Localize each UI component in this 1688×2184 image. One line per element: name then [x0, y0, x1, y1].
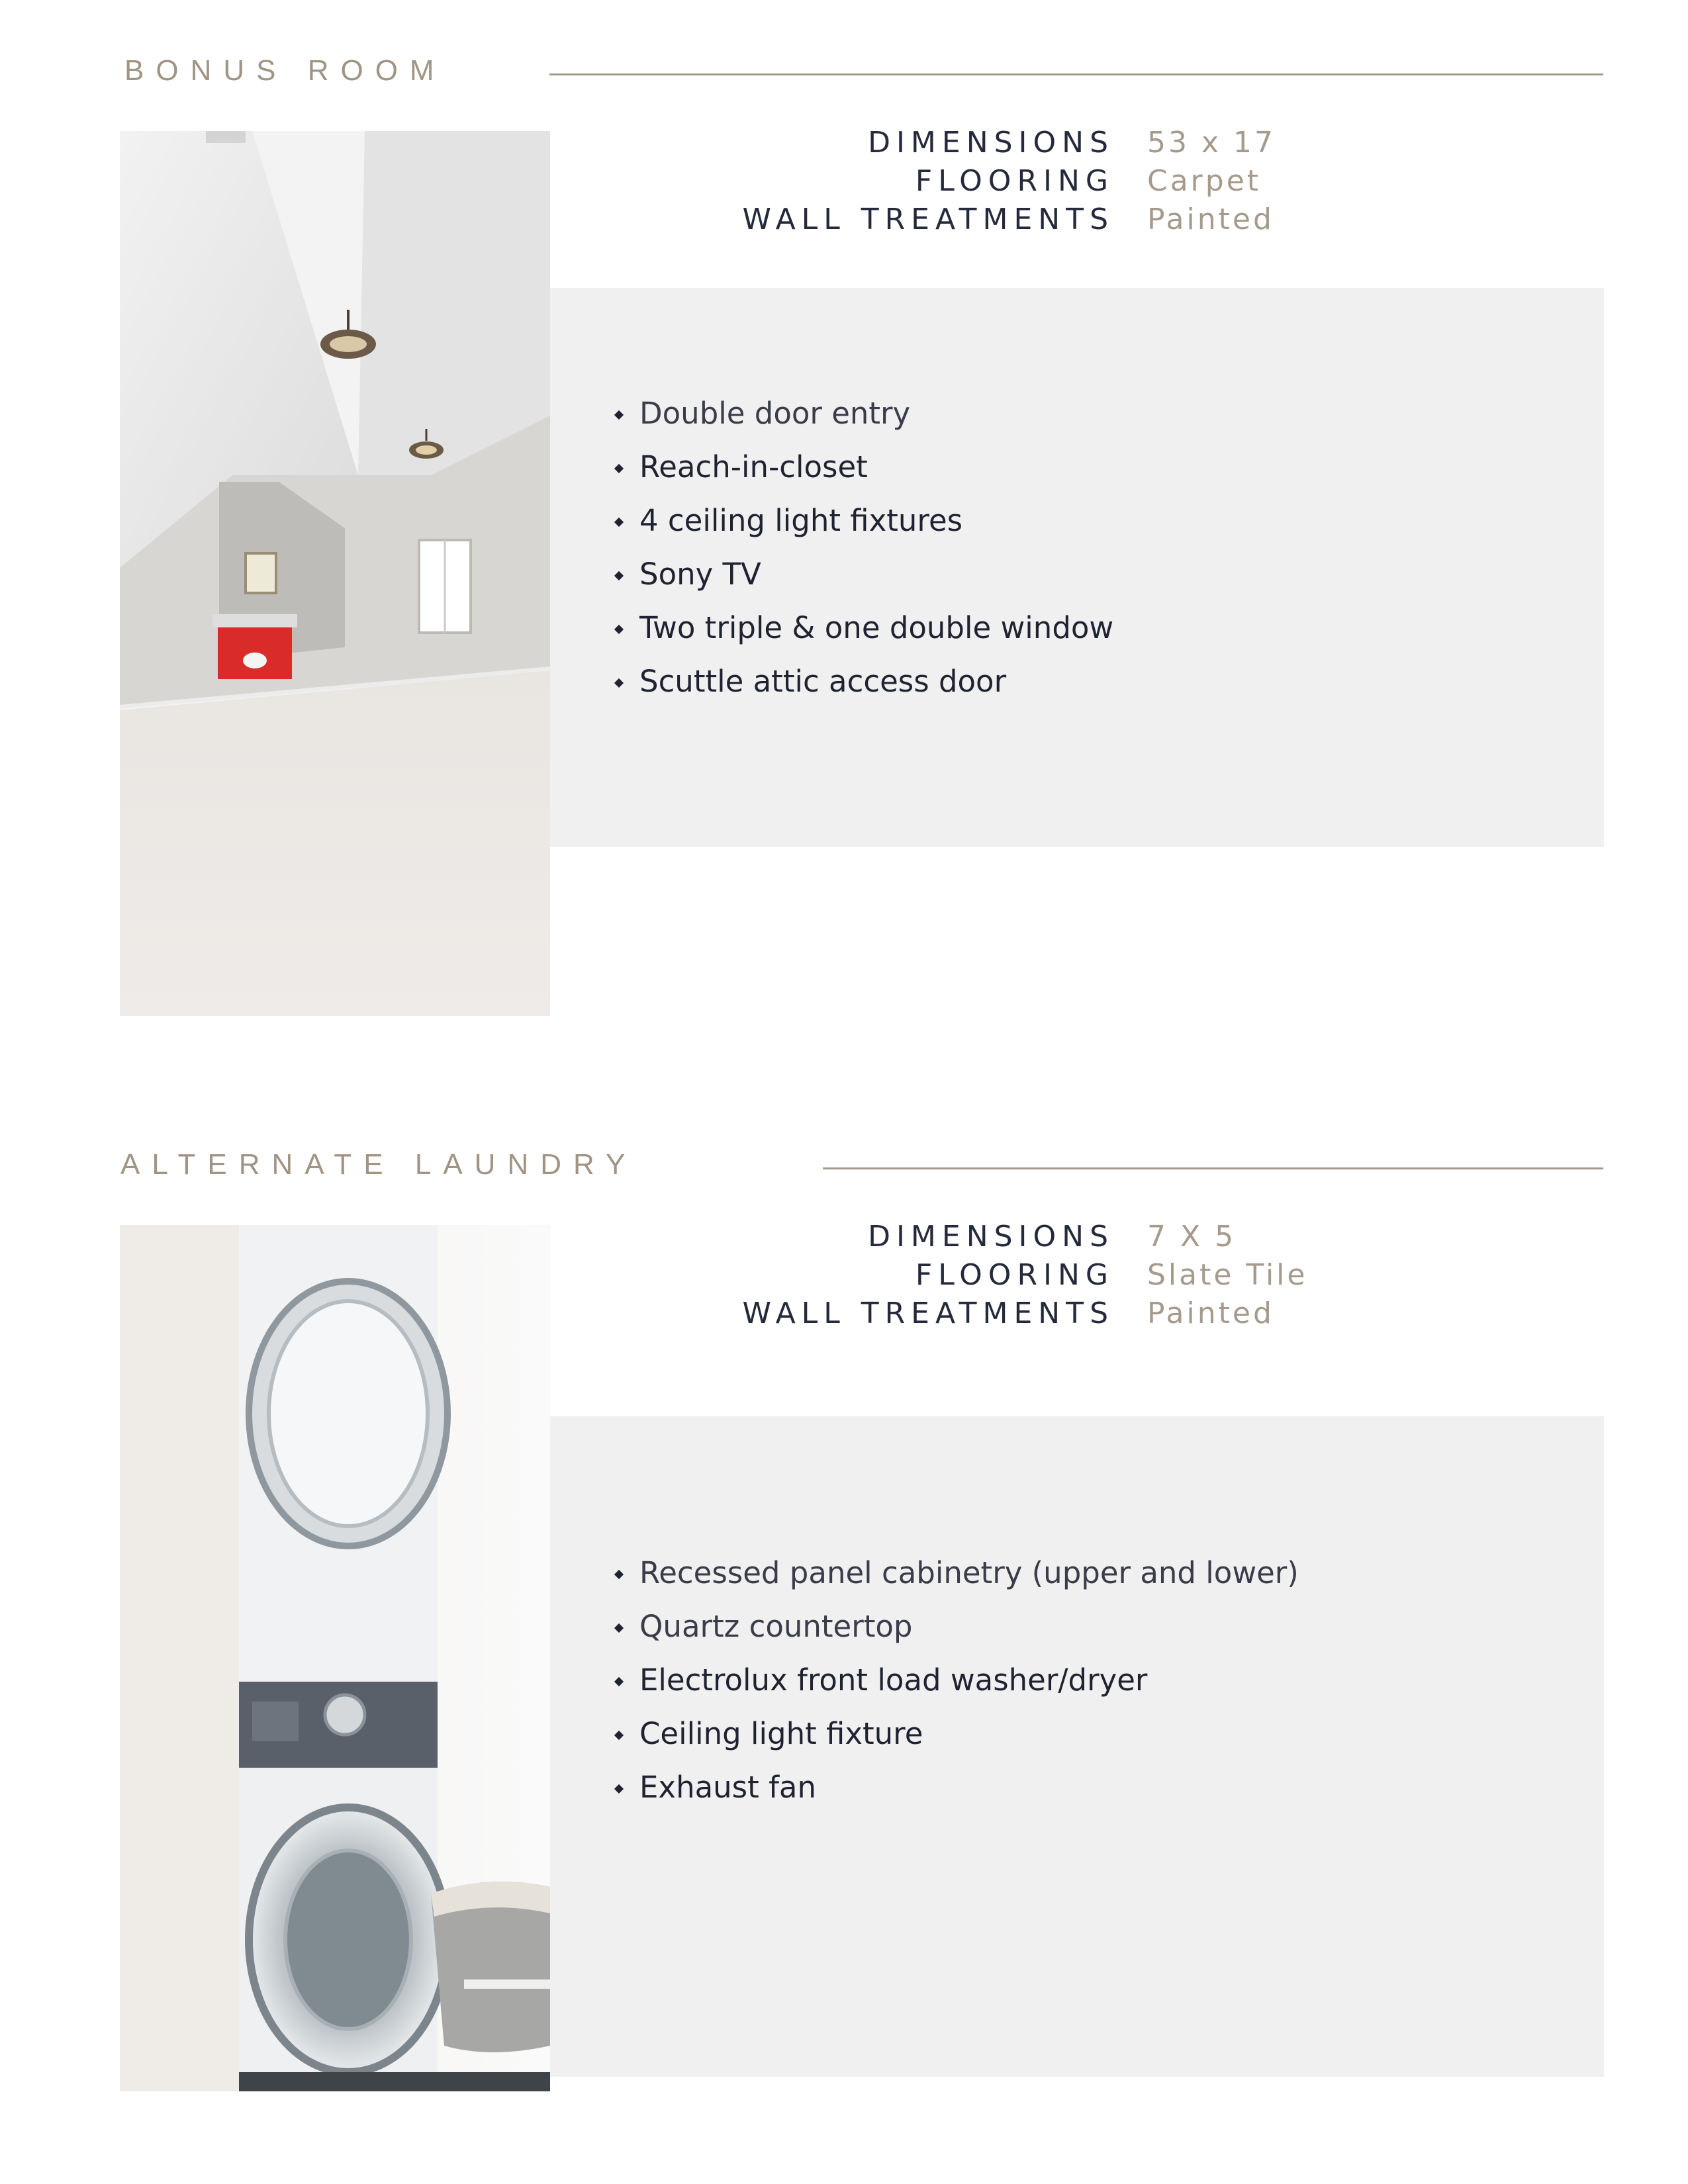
list-item [616, 1662, 1299, 1716]
list-item [616, 396, 1113, 449]
spec-label: DIMENSIONS [868, 126, 1114, 159]
spec-row-wall-treatments [662, 203, 1688, 242]
feature-text: 4 ceiling light fixtures [639, 503, 963, 538]
spec-value: 53 x 17 [1147, 126, 1276, 159]
spec-label: FLOORING [915, 1258, 1114, 1292]
list-item [616, 664, 1113, 717]
bullet-icon [614, 1784, 624, 1794]
list-item [616, 1716, 1299, 1770]
spec-row-flooring [662, 164, 1688, 204]
alternate-laundry-photo [120, 1225, 550, 2091]
spec-row-wall-treatments [662, 1297, 1688, 1336]
spec-value: Carpet [1147, 164, 1262, 198]
list-item [616, 557, 1113, 610]
section-divider [823, 1167, 1603, 1169]
list-item [616, 449, 1113, 503]
bonus-room-photo [120, 131, 550, 1016]
list-item [616, 1770, 1299, 1823]
feature-text: Scuttle attic access door [639, 664, 1007, 699]
bullet-icon [614, 625, 624, 634]
list-item [616, 1609, 1299, 1662]
list-item [616, 610, 1113, 664]
spec-row-dimensions [662, 126, 1688, 165]
list-item [616, 503, 1113, 557]
bullet-icon [614, 518, 624, 527]
feature-text: Recessed panel cabinetry (upper and lower) [639, 1555, 1299, 1590]
spec-value: Painted [1147, 1297, 1274, 1330]
feature-text: Quartz countertop [639, 1609, 913, 1644]
bullet-icon [614, 1731, 624, 1740]
bullet-icon [614, 1623, 624, 1633]
spec-label: DIMENSIONS [868, 1220, 1114, 1253]
spec-label: WALL TREATMENTS [742, 203, 1114, 236]
spec-label: FLOORING [915, 164, 1114, 198]
bullet-icon [614, 571, 624, 580]
bonus-room-features-list [616, 396, 1113, 717]
spec-value: Painted [1147, 203, 1274, 236]
section-divider [549, 73, 1603, 75]
bullet-icon [614, 410, 624, 420]
section-title-bonus-room: BONUS ROOM [124, 54, 446, 87]
spec-label: WALL TREATMENTS [742, 1297, 1114, 1330]
list-item [616, 1555, 1299, 1609]
section-title-alternate-laundry: ALTERNATE LAUNDRY [120, 1148, 637, 1181]
spec-value: 7 X 5 [1147, 1220, 1237, 1253]
feature-text: Double door entry [639, 396, 911, 431]
bullet-icon [614, 1677, 624, 1686]
spec-value: Slate Tile [1147, 1258, 1308, 1292]
bullet-icon [614, 1570, 624, 1579]
spec-row-dimensions [662, 1220, 1688, 1259]
feature-text: Reach-in-closet [639, 449, 868, 484]
bullet-icon [614, 678, 624, 688]
feature-text: Two triple & one double window [639, 610, 1114, 645]
feature-text: Electrolux front load washer/dryer [639, 1662, 1148, 1698]
feature-text: Sony TV [639, 557, 761, 592]
feature-text: Ceiling light fixture [639, 1716, 923, 1751]
spec-row-flooring [662, 1258, 1688, 1298]
feature-text: Exhaust fan [639, 1770, 817, 1805]
bullet-icon [614, 464, 624, 473]
alternate-laundry-features-list [616, 1555, 1299, 1823]
